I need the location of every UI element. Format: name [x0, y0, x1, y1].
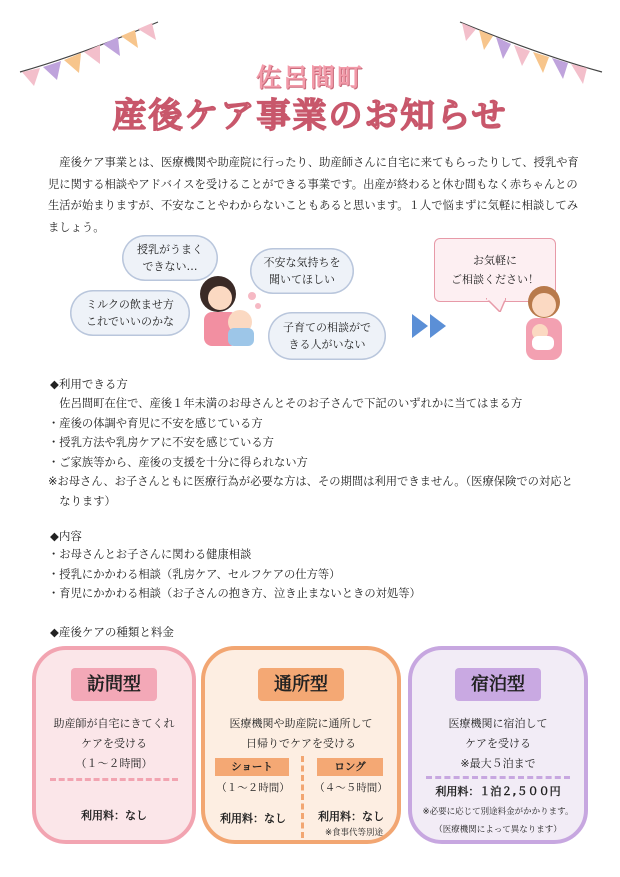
- contents-line: ・お母さんとお子さんに関わる健康相談: [48, 548, 252, 561]
- forward-arrows-icon: [412, 314, 448, 338]
- divider: [50, 778, 178, 781]
- desc-line: （１～２時間）: [75, 757, 153, 770]
- daycare-type-desc: [205, 714, 397, 754]
- eligibility-heading: ◆利用できる方: [50, 377, 128, 391]
- desc-line: 助産師が自宅にきてくれ: [53, 717, 175, 730]
- concern-line: 聞いてほしい: [269, 273, 335, 286]
- worried-mother-illustration: [196, 272, 266, 348]
- divider: [426, 776, 570, 779]
- stay-type-desc: [412, 714, 584, 774]
- desc-line: 医療機関に宿泊して: [448, 717, 548, 730]
- stay-type-label: 宿泊型: [455, 668, 541, 701]
- contents-heading: ◆内容: [50, 529, 82, 543]
- concern-line: 不安な気持ちを: [263, 256, 341, 269]
- visit-type-label: 訪問型: [71, 668, 157, 701]
- desc-line: ケアを受ける: [465, 737, 531, 750]
- long-fee: 利用料：なし: [318, 810, 384, 823]
- eligibility-line: 佐呂間町在住で、産後１年未満のお母さんとそのお子さんで下記のいずれかに当てはまる方: [48, 397, 523, 410]
- long-stay-label: ロング: [317, 758, 383, 776]
- concern-line: 授乳がうまく: [137, 243, 203, 256]
- town-name: 佐呂間町: [255, 63, 364, 92]
- concern-bubble-nobody: [268, 312, 386, 360]
- eligibility-line: ・授乳方法や乳房ケアに不安を感じている方: [48, 436, 274, 450]
- concern-line: きる人がいない: [288, 338, 366, 351]
- eligibility-line: ・産後の体調や育児に不安を感じている方: [48, 416, 263, 430]
- desc-line: 日帰りでケアを受ける: [246, 737, 356, 750]
- daycare-type-label: 通所型: [258, 668, 344, 701]
- desc-line: 医療機関や助産院に通所して: [229, 717, 373, 730]
- stay-fee: 利用料：１泊２,５００円: [435, 785, 561, 798]
- short-fee: 利用料：なし: [220, 812, 286, 825]
- midwife-illustration: [518, 282, 570, 362]
- concern-line: これでいいのかな: [86, 315, 174, 328]
- long-time: （４～５時間）: [314, 782, 388, 794]
- intro-text: 産後ケア事業とは、医療機関や助産院に行ったり、助産師さんに自宅に来てもらったりして、授乳や育児に関する相談やアドバイスを受けることができる事業です。出産が終わると休む間もなく赤ちゃんとの生活が始まりますが、不安なことやわからないこともあると思います。１人で悩まずに気軽に相談してみましょう。: [48, 156, 579, 234]
- fees-heading: ◆産後ケアの種類と料金: [50, 625, 174, 639]
- long-fee-note: ※食事代等別途: [324, 828, 384, 838]
- page-title: 産後ケア事業のお知らせ: [112, 96, 508, 136]
- contents-list: [48, 545, 588, 604]
- daycare-type-card: [201, 646, 401, 844]
- column-divider: [301, 756, 304, 838]
- stay-type-card: [408, 646, 588, 844]
- concern-line: できない…: [142, 260, 198, 273]
- speech-line: お気軽に: [473, 254, 517, 267]
- speech-tail-icon: [486, 298, 506, 312]
- intro-paragraph: [48, 152, 584, 238]
- eligibility-list: [48, 394, 588, 512]
- concern-line: 子育ての相談がで: [283, 321, 371, 334]
- desc-line: ケアを受ける: [81, 737, 147, 750]
- short-stay-label: ショート: [215, 758, 289, 776]
- stay-note-2: （医療機関によって異なります）: [434, 825, 562, 835]
- visit-fee: 利用料：なし: [81, 809, 147, 822]
- contents-line: ・育児にかかわる相談（お子さんの抱き方、泣き止まないときの対処等）: [48, 587, 421, 601]
- concern-line: ミルクの飲ませ方: [86, 298, 174, 311]
- desc-line: ※最大５泊まで: [460, 757, 536, 770]
- eligibility-line: ※お母さん、お子さんともに医療行為が必要な方は、その期間は利用できません。（医療保険での対応と: [48, 475, 573, 489]
- speech-line: ご相談ください！: [451, 273, 539, 286]
- contents-line: ・授乳にかかわる相談（乳房ケア、セルフケアの仕方等）: [48, 567, 341, 581]
- concern-bubble-milk: [70, 290, 190, 336]
- eligibility-line: ・ご家族等から、産後の支援を十分に得られない方: [48, 455, 308, 469]
- visit-type-card: [32, 646, 196, 844]
- eligibility-line: なります）: [48, 494, 116, 508]
- visit-type-desc: [36, 714, 192, 774]
- short-time: （１～２時間）: [216, 782, 290, 794]
- stay-note-1: ※必要に応じて別途料金がかかります。: [422, 807, 574, 817]
